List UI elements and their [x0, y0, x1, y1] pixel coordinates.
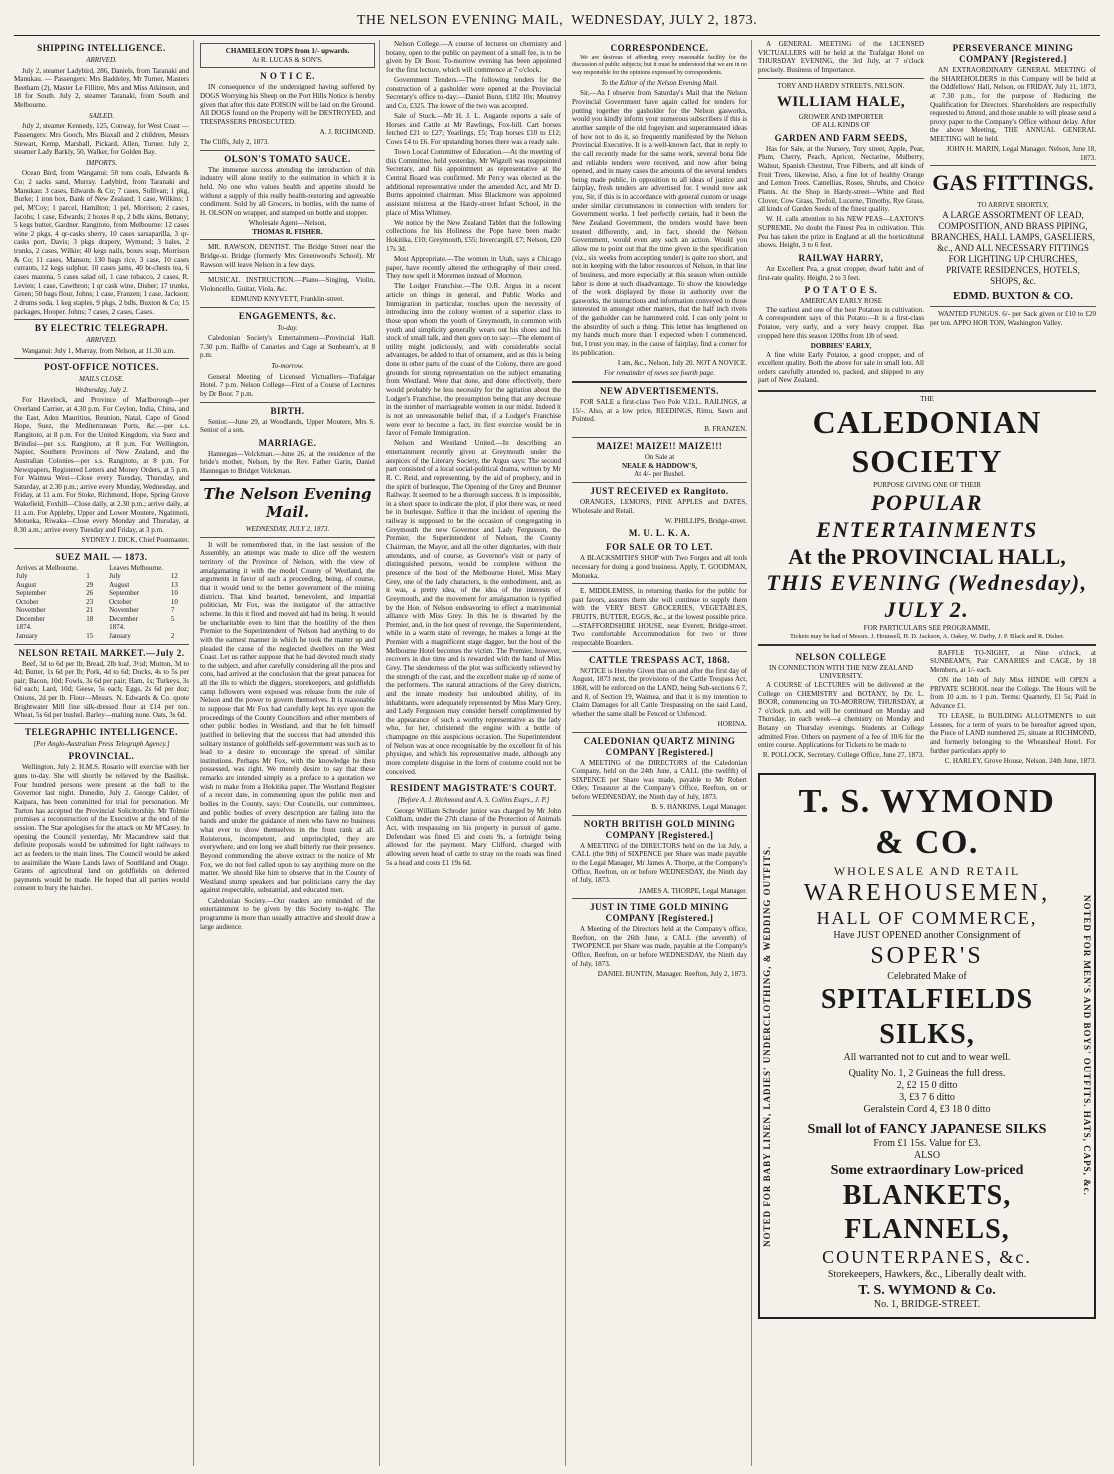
divider — [200, 239, 375, 240]
engagements-heading: ENGAGEMENTS, &c. — [238, 310, 337, 321]
mka-heading: M. U. L. K. A. — [628, 528, 691, 539]
telegraphic-heading: TELEGRAPHIC INTELLIGENCE. — [24, 726, 179, 737]
wymond-q1: Quality No. 1, 2 Guineas the full dress. — [848, 1067, 1006, 1079]
divider — [14, 319, 189, 320]
telegraph-text: Wanganui: July 1, Murray, from Nelson, at 11.30 a.m. — [22, 346, 176, 355]
remainder-note: For remainder of news see fourth page. — [604, 369, 715, 378]
suez-cell: 1874. — [109, 623, 125, 632]
suez-cell — [84, 623, 107, 632]
market-heading: NELSON RETAIL MARKET.—July 2. — [18, 647, 185, 658]
divider — [572, 381, 747, 383]
perseverance-heading: PERSEVERANCE MINING COMPANY [Registered.] — [952, 43, 1074, 64]
wymond-extra: Some extraordinary Low-priced — [830, 1163, 1024, 1179]
lease-sign: C. HARLEY, Grove House, Nelson. 24th June, 1873. — [944, 756, 1096, 765]
justintime-text: A Meeting of the Directors held at the Company's office, Reefton, on the 26th June, a CALL (the seventh) of TWOPENCE per Share was made, payable at the Company's Office, Reefton, on or before WEDNESDAY, the Ninth day of July, 1873. — [572, 925, 747, 968]
stock-text: Sale of Stock.—Mr H. J. L. Augarde reports a sale of Horses and Cattle at Mr Rawlings, Fox-hill. Cart horses fetched £21 to £27; Yearlings, £5; Trap horses £10 to £12; Cows £4 to £6. For upstanding horses there was a ready sale. — [386, 112, 561, 147]
suez-row — [14, 572, 189, 581]
victuallers-text: A GENERAL MEETING of the LICENSED VICTUALLERS will be held at the Trafalgar Hotel on THURSDAY EVENING, the 3rd July, at 7 o'clock precisely. Business of Importance. — [758, 40, 924, 74]
suez-row — [14, 632, 189, 641]
correspondence-text: Sir,—As I observe from Saturday's Mail that the Nelson Provincial Government have again called for tenders for putting together the gasholder for the Nelson gasworks, would you kindly inform your numerous subscribers if this is another sample of the old fogeyism and superannuated ideas of how not to do it, so frequently manifested by the Nelson Provincial Executive. It is a well-known fact, that in reply to the call recently made for the same work, several bona fide and reliable tenders were received, and now after being opened, and in many cases the amounts of the several tenders being made public, in opposition to all ideas of justice and fairplay, fresh tenders are advertised for. I would now ask you, Sir, if this is in accordance with general custom or usage under similar circumstances in connection with tenders for Government works. I feel perfectly certain, had it been the New Zealand Government, the tenders would have been treated differently, and, in fact, should the Nelson Government, would even any such an action. Would you allow me to point out that the time given in the specification (viz., six weeks from accepting tender) is quite too short, and not in keeping with the labor resources of Nelson, in that line of business, and more especially at this season when outside labor is done at such disadvantage. To show the knowledge of the work displayed by those in authority over the gasworks, the instructions and information conveyed to those interested in amongst other matters, that the half inch rivets of the gasholder can be hammered cold. I can only point to the absurdity of such a thing. This letter has lengthened on my hands much more than I expected when I commenced, but, I trust you may, in the cause of fairplay, find a corner for its publication. — [572, 89, 747, 357]
gas-text: A LARGE ASSORTMENT OF LEAD, COMPOSITION, AND BRASS PIPING, BRANCHES, HALL LAMPS, GASELIERS, &c., AND ALL NECESSARY FITTINGS FOR LIGHTING UP CHURCHES, PRIVATE RESIDENCES, HOTELS, SHOPS, &c. — [931, 209, 1095, 286]
wymond-hall: HALL OF COMMERCE, — [816, 907, 1038, 928]
hale-heading: WILLIAM HALE, — [776, 94, 906, 111]
suez-cell: 15 — [86, 632, 94, 640]
wymond-warranted: All warranted not to cut and to wear well. — [843, 1051, 1011, 1063]
wymond-inner — [786, 781, 1068, 1311]
suez-rows — [14, 572, 189, 640]
wymond-q3: 3, £3 7 6 ditto — [899, 1092, 955, 1104]
court-heading: RESIDENT MAGISTRATE'S COURT. — [390, 783, 557, 794]
newspaper-page — [14, 40, 1100, 1466]
cattle-sign: HORINA. — [717, 719, 747, 728]
birth-heading: BIRTH. — [270, 405, 305, 416]
music-text: MUSICAL INSTRUCTION.—Piano—Singing, Violin, Violoncello, Guitar, Viola, &c. — [200, 276, 375, 293]
hale-text: Has for Sale, at the Nursery, Tory street, Apple, Pear, Plum, Cherry, Peach, Apricot, Nectarine, Mulberry, Walnut, Spanish Chestnut, True Filberts, and all kinds of Fruit Trees, likewise, Also, a fine lot of healthy Orange and Lemon Trees. Camellias, Roses, Shrubs, and Choice Plants. At the Shop in Hardy-street—White and Red Clover, Cow Grass, Trefoil, Lucerne, Timothy, Rye Grass, all kinds of Garden Seeds of the finest quality. — [758, 144, 924, 214]
suez-cell — [169, 623, 189, 632]
let-heading: FOR SALE OR TO LET. — [606, 542, 713, 553]
caledonian-the: THE — [920, 394, 934, 403]
wymond-also: ALSO — [913, 1149, 941, 1161]
school-text: ON the 14th of July Miss HINDE will OPEN a PRIVATE SCHOOL near the College. The Hours will be from 10 a.m. to 1 p.m. Terms: Quarterly, £1 5s; Paid in Advance £1. — [930, 676, 1096, 710]
suez-cell: 18 — [86, 614, 94, 623]
divider — [14, 358, 189, 359]
college-text: Nelson College.—A course of lectures on chemistry and botany, open to the public on payment of a small fee, is to be given by Dr Boor. To-morrow evening has been appointed for the first lecture, which will commence at 7 o'clock. — [386, 40, 561, 74]
top-ads-row — [758, 40, 1096, 387]
telegraphic-sub: [Per Anglo-Australian Press Telegraph Agency.] — [33, 739, 170, 748]
birth-text: Senior.—June 29, at Woodlands, Upper Moutere, Mrs S. Senior of a son. — [200, 417, 375, 435]
maize-sub: On Sale at — [644, 452, 675, 461]
suez-cell: 1 — [86, 572, 90, 581]
suez-cell: 21 — [86, 606, 94, 615]
wymond-celebrated: Celebrated Make of — [887, 971, 967, 983]
quartz-sign: B. S. HANKINS, Legal Manager. — [651, 803, 747, 812]
suez-cell: 26 — [86, 589, 94, 598]
middlemiss-text: E. MIDDLEMISS, in returning thanks for the public for past favors, assures them she will continue to supply them with the VERY BEST GROCERIES, VEGETABLES, FRUITS, BUTTER, EGGS, &c., at the lowest possible price.—STAFFORDSHIRE HOUSE, near Everett, Bridge-street. Two comfortable Accommodation for two or three respectable Boarders. — [572, 587, 747, 647]
divider — [930, 165, 1096, 166]
education-text: Town Local Committee of Education.—At the meeting of this Committee, held yesterday, Mr Wigzell was reappointed Secretary, and his appointment as representative at the Central Board was confirmed. Mr Percy was elected as the additional representative under the amended Act, and Mr D. Burns appointed chairman. Miss Blackmore was appointed assistant mistress at the Hardy-street Infant School, in the place of Miss Whitney. — [386, 148, 561, 217]
right-ads — [930, 40, 1096, 387]
left-ads — [758, 40, 924, 387]
quartz-text: A MEETING of the DIRECTORS of the Caledonian Company, held on the 24th June, a CALL (the twelfth) of SIXPENCE per Share was made, payable to Mr Robert Otley, Treasurer at the Company's Office, Reefton, on or before WEDNESDAY, the Ninth day of July, 1873. — [572, 758, 747, 802]
suez-cell: 10 — [170, 589, 178, 598]
suez-cell: September — [109, 589, 140, 598]
column-5-6 — [758, 40, 1100, 1466]
college-ad-heading: NELSON COLLEGE — [795, 651, 887, 662]
wymond-q2: 2, £2 15 0 ditto — [896, 1080, 958, 1092]
perseverance-text: AN EXTRAORDINARY GENERAL MEETING of the SHAREHOLDERS in this Company will be held at the Oddfellows' Hall, Nelson, on FRIDAY, July 11, 1873, at 7.30 p.m., for the purpose of Reducing the Qualification for Directors. Shareholders are respectfully requested to Attend, and those unable to will please send a proxy paper to the Company's Office without delay. After the above Meeting, THE ANNUAL GENERAL MEETING will be held. — [930, 65, 1096, 144]
divider — [200, 479, 375, 481]
peas-text: W. H. calls attention to his NEW PEAS—LAXTON'S SUPREME. No doubt the Finest Pea in cultivation. This Pea has taken the prize in England at all the horticultural shows. Height, 3 to 6 feet. — [758, 215, 924, 250]
today-heading: To-day. — [277, 323, 298, 332]
suez-cell: 1874. — [16, 623, 32, 632]
potatoes-sub: AMERICAN EARLY ROSE — [799, 297, 883, 306]
today-text: Caledonian Society's Entertainment—Provincial Hall. 7.30 p.m. Raffle of Canaries and Cage at Sunbeam's, at 8 p.m. — [200, 334, 375, 360]
provincial-text: Wellington, July 2. H.M.S. Rosario will exercise with her guns to-day. She will shortly be relieved by the Basilisk. Four hundred persons were present at the ball to the Governor last night. Dunedin, July 2. George Calder, of Kaipara, has been committed for trial for personation. Mr Turton has accepted the Provincial Solicitorship. Mr Tolmie promises a reconstruction of the Executive at the end of the session. The Star apologises for the attack on Mr M'Casey. In opening the Council yesterday, Mr Macandrew said that definite proposals would be submitted for light railways to act as feeders to the main lines. The Council would be asked to assimilate the Waste Lands laws of Southland and Otago. Grants of agricultural land on goldfields on deferred payments would be made. He hoped that all parties would consent to bury the hatchet. — [14, 763, 189, 893]
chameleon-sub: At R. LUCAS & SON'S. — [252, 55, 323, 64]
cattle-text: NOTICE is Hereby Given that on and after the first day of August, 1873 next, the provisions of the Cattle Trespass Act, 1868, will be enforced on the LAND, being Sub-sections 6 7, and 8, of Section 19, Waimea, and that it is my intention to Claim Damages for all Cattle Trespassing on the said Land, whether the same shall be Fenced or Unfenced. — [572, 666, 747, 718]
divider — [386, 779, 561, 780]
editorial-text: It will be remembered that, in the last session of the Assembly, an attempt was made to slice off the western territory of the Province of Nelson, with the view of amalgamating it with the model County of Westland, the arguments in favor of such a proceeding, being, of course, that it would tend to the better government of the mining districts. That kind hearted, benevolent, and impartial politician, Mr Fox, was the instigator of the attractive scheme. In this it fired and moved aid had its being. It would be uncharitable even to hint that the hostility of the then Premier to the Superintendent of Nelson had anything to do with the earnest manner in which he took the matter up and pleaded the cause of the neglected dwellers on the West Coast. Let us rather suppose that he had devoted much study to the subject, and after carefully considering all the pros and cons, had arrived at the conclusion that the great panacea for all the ills to which the diggers, storekeepers, and goldfields camp followers were exposed was release from the rule of Nelson and the power to govern themselves. It is reasonable to suppose that Mr Fox had carefully kept his eye upon the proceedings of the County Councillors and other members of other public bodies in Westland, and that he felt himself justified in believing that the success that had attended this solitary instance of goldfields self-government was such as to lead to a desire to encourage the spread of similar institutions. Perhaps Mr Fox, with the knowledge he then possessed, was right. We merely desire to say that these remarks are intended simply as a preface to a quotation we wish to make from a Hokitika paper. The Westland Register of a recent date, in commenting upon the public men and bodies in the County, says: Our Councils, our committees, and public bodies of every description are failing into the hands and under the guidance of men who have no business what ever to show themselves in the front rank at all. Roisterous, incompetent, and unprincipled, they are everywhere, and ere long we shall bitterly rue their presence. Beyond commending the above extract to the notice of Mr Fox, we do not feel called upon to say anything more on the matter. We should like him to observe that in the County of Westland stump speakers and bar politicians carry the day against respectable, substantial, and educated men. — [200, 540, 375, 895]
suez-cell: 23 — [86, 597, 94, 606]
suez-cell: November — [109, 606, 139, 615]
caledonian-at: At the PROVINCIAL HALL, — [788, 543, 1066, 569]
caledonian-tickets: Tickets may be had of Messrs. J. Hounsell, H. D. Jackson, A. Oakey, W. Darby, J. P. Black and R. Disher. — [789, 632, 1065, 640]
gas-heading: GAS FITTINGS. — [932, 170, 1094, 196]
suez-row — [14, 598, 189, 607]
chameleon-ad — [200, 43, 375, 68]
wymond-q4: Geralstein Cord 4, £3 18 0 ditto — [863, 1104, 991, 1116]
suez-head-right: Leaves Melbourne. — [109, 563, 164, 572]
suez-cell: July — [16, 572, 28, 581]
notice-sign: A. J. RICHMOND. — [319, 127, 375, 136]
suez-head-left: Arrives at Melbourne. — [16, 563, 79, 572]
column-2 — [200, 40, 380, 1466]
caledonian-purpose: PURPOSE GIVING ONE OF THEIR — [873, 481, 981, 490]
wymond-sign: T. S. WYMOND & Co. — [858, 1282, 996, 1298]
let-text: A BLACKSMITH'S SHOP with Two Forges and all tools necessary for doing a good business. Apply, T. GOODMAN, Motueka. — [572, 554, 747, 580]
telegraph-heading: BY ELECTRIC TELEGRAPH. — [34, 323, 169, 334]
suez-row — [14, 606, 189, 615]
tablet-text: We notice by the New Zealand Tablet that the following collections for his Holiness the Pope have been made: Hokitika, £10; Greymouth, £55; Invercargill, £7; Nelson, £20 17s 3d. — [386, 218, 561, 253]
market-text: Beef, 3d to 6d per lb; Bread, 2lb loaf, 3½d; Mutton, 3d to 4d; Butter, 1s 6d per lb; Pork, 4d to 6d; Ducks, 4s to 5s per pair; Bacon, 10d; Fowls, 3s 6d per pair; Ham, 1s; Turkeys, 3s 6d each; Lard, 10d; Geese, 5s each; Eggs, 2s 6d per doz; Onions, 2d per lb. Flour—Messrs. N. Edwards & Co. quote Brightwater Mill fine silk-dressed flour at £14 per ton. Wheat, 5s 6d per bushel. Barley—malting none. Oats, 3s 6d. — [14, 659, 189, 720]
quartz-heading: CALEDONIAN QUARTZ MINING COMPANY [Registered.] — [583, 735, 736, 757]
perseverance-sign: JOHN H. MARIN, Legal Manager. Nelson, June 18, 1873. — [946, 145, 1096, 162]
suez-row — [14, 623, 189, 632]
suez-cell: August — [16, 580, 37, 589]
court-text: George William Schroder junior was charged by Mr John Coldham, under the 27th clause of the Protection of Animals Act, with trespassing on his property in pursuit of game. Defendant was fined £5 and costs 9s, a fortnight being allowed for the payment. Mary Clifford, charged with allowing seven head of cattle to stray on the roads was fined 5s a head and costs £1 19s 6d. — [386, 806, 561, 867]
wymond-opened: Have JUST OPENED another Consignment of — [833, 929, 1021, 941]
caledonian-title: CALEDONIAN SOCIETY — [812, 404, 1042, 480]
column-3 — [386, 40, 566, 1466]
caledonian-note: Caledonian Society.—Our readers are reminded of the entertainment to be given by this Society to-night. The programme is more than usually attractive and should draw a large audience. — [200, 896, 375, 931]
wymond-warehousemen: WAREHOUSEMEN, — [803, 879, 1051, 906]
lodger-text: The Lodger Franchise.—The O.R. Argus in a recent article on things in general, and Public Works and Immigration in particular, touches upon the necessity of introducing into the colony women of a superior class to those upon whom the youth of Greymouth, in common with youth and simplicity generally wears out his shoes and his stock of small talk, and then goes on to say:—The element of utility might judiciously, and with considerable social advantages, be added to that of ornament, and as this is being done in other parts of the coast of the Colony, there are good grounds for strong representation on the subject emanating from Westland. Were that done, and done effectively, there would probably be less necessity for the agitation about the Lodger's Franchise, the presumption being that any decrease in the number of marriageable women in our midst. Indeed it is not an unreasonable belief that, if a Lodger's Franchise were ever to become a fact, its first exercise would be in favor of Female Immigration. — [386, 282, 561, 438]
masthead — [14, 6, 1100, 36]
suez-cell: November — [16, 606, 46, 615]
divider — [200, 402, 375, 403]
suez-heading: SUEZ MAIL — 1873. — [55, 551, 148, 562]
suez-row — [14, 615, 189, 624]
post-heading: POST-OFFICE NOTICES. — [44, 362, 159, 373]
divider — [200, 150, 375, 151]
correspondence-to: To the Editor of the Nelson Evening Mail. — [601, 78, 718, 87]
olson-heading: OLSON'S TOMATO SAUCE. — [224, 153, 351, 164]
wymond-japanese: Small lot of FANCY JAPANESE SILKS — [807, 1121, 1047, 1137]
postmaster: SYDNEY J. DICK, Chief Postmaster. — [81, 536, 189, 545]
potatoes-text: The earliest and one of the best Potatoes in cultivation. A correspondent says of this Potato:—It is a first-class Potatoe, very early, and a very heavy cropper. Has cropped here this season 120lbs from 1lb of seed. — [758, 305, 924, 340]
suez-table — [14, 564, 189, 641]
hale-sub: GROWER AND IMPORTER — [798, 112, 884, 121]
hale-garden: GARDEN AND FARM SEEDS, — [774, 132, 908, 143]
hale-sub2: OF ALL KINDS OF — [811, 121, 871, 130]
notice-heading: N O T I C E. — [260, 71, 315, 82]
divider — [930, 306, 1096, 307]
wymond-side-left: NOTED FOR BABY LINEN, LADIES' UNDERCLOTHING, & WEDDING OUTFITS. — [762, 845, 772, 1247]
raffle-ads — [930, 649, 1096, 767]
justintime-sign: DANIEL BUNTIN, Manager. Reefton, July 2, 1873. — [597, 969, 747, 978]
post-text: For Havelock, and Province of Marlborough—per Overland Carrier, at 4.30 p.m. For Ceylon, India, China, and the East, Aden Mauritius, Reunion, Natal, Cape of Good Hope, Suez, the Mediterranean Ports, &c.—per s.s. Rangitoto, at 8 p.m. For the United Kingdom, via Suez and Brindisi—per s.s. Rangitoto, at 8 p.m. For Wellington, Napier, Southern Provinces of New Zealand, and the Australian Colonies—per s.s. Rangitoto, at 8 p.m. For Newspapers, Registered Letters and Money Orders, at 5 p.m. For Waimea West—Close every Tuesday, Thursday, and Saturday, at 2.30 p.m.; arrive every Monday, Wednesday, and Friday, at 11 a.m. For Stoke, Richmond, Hope, Spring Grove Wakefield, Foxhill—Close daily, at 2.30 p.m.; arrive daily, at 11 a.m. For Appleby, Upper and Lower Moutere, Ngatimoti, Motueka, Riwaka—Close every Monday and Thursday, at 8.30 a.m.; arrive every Tuesday and Friday, at 3 p.m. — [14, 396, 189, 534]
suez-cell: December — [109, 614, 138, 623]
divider — [14, 644, 189, 645]
divider — [14, 548, 189, 549]
notice-text: IN consequence of the undersigned having suffered by DOGS Worrying his Sheep on the Port Hills Notice is hereby given that after this date POISON will be laid on the Ground. All DOGS found on the Property will be DESTROYED, and TRESPASSERS PROSECUTED. — [200, 83, 375, 126]
ad-sale-text: FOR SALE a first-class Two Pole V.D.L. RAILINGS, at 15/-. Also, at a low price, REEDINGS, Rimu, Sawn and Pointed. — [572, 397, 747, 424]
dobbies-heading: DOBBIES' EARLY, — [810, 341, 872, 350]
wymond-side-right: NOTED FOR MEN'S AND BOYS' OUTFITS. HATS, CAPS, &c. — [1082, 895, 1092, 1197]
arrived-text: July 2, steamer Ladybird, 286, Daniels, from Taranaki and Manukau. — Passengers: Mrs Baddeley, Mr Turner, Masters Beetham (2), Master Le Fillitre, Mrs and Miss Atkinson, and 18 for South. July 2, steamer Taranaki, from South and Melbourne. — [14, 66, 189, 110]
wymond-address: No. 1, BRIDGE-STREET. — [873, 1298, 981, 1310]
sailed-heading: SAILED. — [88, 111, 115, 120]
column-1 — [14, 40, 194, 1466]
british-text: A MEETING of the DIRECTORS held on the 1st July, a CALL (the 9th) of SIXPENCE per Share was made payable to the Legal Manager, Mr James A. Thorpe, at the Company's Office, Reefton, on or before WEDNESDAY, the Ninth day of July, 1873. — [572, 841, 747, 885]
suez-cell: July — [109, 572, 121, 581]
olson-text: The immense success attending the introduction of this industry will alone testify to the estimation in which it is held. No one who values health and appetite should be without a supply of this really health-restoring and agreeable condiment. Sold by all Grocers, in bottles, with the name of H. OLSON on wrapper, and stamped on bottle and stopper. — [200, 165, 375, 217]
divider — [14, 723, 189, 724]
dentist-text: MR. RAWSON, DENTIST. The Bridge Street near the Bridge-st. Bridge (formerly Mrs Greenwood's School). Mr Rawson will leave Nelson in a few days. — [200, 243, 375, 269]
mail-title: The Nelson Evening Mail. — [203, 484, 372, 521]
caledonian-popular: POPULAR ENTERTAINMENTS — [816, 489, 1038, 542]
divider — [200, 272, 375, 273]
wymond-title: T. S. WYMOND & CO. — [798, 782, 1056, 862]
court-sub: [Before A. J. Richmond and A. S. Collins Esqrs., J. P.] — [397, 796, 550, 805]
marriage-text: Hannegan—Volckman.—June 26, at the residence of the bride's mother, Nelson, by the Rev. Father Garin, Daniel Hannegan to Bridget Volckman. — [200, 449, 375, 476]
suez-cell: August — [109, 580, 130, 589]
dobbies-text: A fine white Early Potatoe, a good cropper, and of excellent quality. Both the above for sale in small lots. All orders carefully attended to, packed, and shipped to any part of New Zealand. — [758, 350, 924, 385]
maize-name: NEALE & HADDOW'S, — [621, 461, 698, 470]
correspondence-sign: I am, &c., Nelson, July 20. NOT A NOVICE. — [617, 358, 747, 367]
divider — [572, 898, 747, 899]
wymond-counterpanes: COUNTERPANES, &c. — [822, 1247, 1032, 1268]
appropriate-text: Most Appropriate.—The women in Utah, says a Chicago paper, have recently altered the orthography of their creed. They now spell it Moremen instead of Mormon. — [386, 254, 561, 281]
divider — [572, 583, 747, 584]
olson-agent: Wholesale Agent—Nelson, — [248, 219, 327, 228]
college-ad-sign: R. POLLOCK, Secretary. College Office, June 27, 1873. — [762, 751, 924, 760]
wymond-ad — [758, 773, 1096, 1319]
mails-close: MAILS CLOSE. — [79, 375, 124, 384]
divider — [200, 307, 375, 308]
suez-cell: 29 — [86, 580, 94, 589]
correspondence-note: We are desirous of affording every reasonable facility for the discussion of public subjects; but it must be understood that we are in no way responsible for the opinions expressed by correspondents. — [572, 54, 747, 76]
divider — [200, 537, 375, 538]
raffle-text: RAFFLE TO-NIGHT, at Nine o'clock, at SUNBEAM'S, Pair CANARIES and CAGE, by 18 Members, at 1/- each. — [930, 648, 1096, 674]
notice-date: The Cliffs, July 2, 1873. — [200, 138, 270, 147]
suez-row — [14, 581, 189, 590]
divider — [572, 732, 747, 733]
middle-ads-row — [758, 649, 1096, 767]
british-sign: JAMES A. THORPE, Legal Manager. — [638, 886, 747, 895]
wymond-sopers: SOPER'S — [870, 942, 984, 969]
maize-heading: MAIZE! MAIZE!! MAIZE!!! — [596, 441, 723, 451]
railway-text: Nelson and Westland United.—In describing an entertainment recently given at Greymouth under the auspices of the Literary Society, the Argus says: The second part consisted of a local social-political drama, written by Mr R. C. Reid, and representing, by the aid of prophecy, and in the spirit of burlesque, The Opening of the Grey and Brunner Railway. It seemed to be a thorough success. It is impossible, in a short space to indicate the plot, if plot there was, or need be in burlesque. Suffice it that the incident of opening the railway is supposed to be the occasion of congregating in Greymouth the new Governor and Lady Fergusson, the Premier, the Superintendent of Nelson, the County Chairman, the Mayor, and all the other dignitaries, with their attendants, and of course, as Governor's visit or party of distinguished persons, would be complete without the presence of the host of the Melbourne Hotel, Miss Mary Grey, one of the lady characters, is the embodiment, and, as it was, a pretty idea, of the idea of the interests of Greymouth, and the movement for amalgamation is typified by the Hon. of Nelson endeavoring to effect a matrimonial alliance with Miss Grey. In this he is thwarted by the Premier, and, in the hot quest of revenge, the Superintendent, while in a warm state of revenge, he makes a lunge at the Premier with a magnificent stage dagger, but the host of the Melbourne Hotel becomes the victim. The Premier, however, recovers in due time and is rewarded with the hand of Miss Grey. The slenderness of the plot was sufficiently relieved by the strength of the cast, and the excellent make up of some of the performers. The natural attractions of the Grey districts, and the innate modesty but undoubted ability, of its inhabitants, were adequately represented by Miss Mary Grey, and Lady Fergusson may consider herself complimented by the appearance of such a worthy representative as the lady who, for her, christened the engine with a bottle of champagne on this auspicious occasion. The Superintendent of Nelson was at once recognisable by the excellent fit of his physique, and which his representative made, although any more complete disguise in the form of costume could not be conceived. — [386, 439, 561, 776]
suez-cell: 12 — [170, 572, 178, 581]
college-ad-text: A COURSE of LECTURES will be delivered at the College on CHEMISTRY and BOTANY, by Dr. L. BOOR, commencing on TO-MORROW, THURSDAY, at 7 o'clock p.m. and will be continued on Monday and Thursday, in each week—a chemistry on Monday and Botany on Thursday evenings. Students at College admitted Free. Others on payment of a fee of 10/6 for the entire course. Applications for Tickets to be made to — [758, 680, 924, 750]
music-name: EDMUND KNYVETT, Franklin-street. — [231, 295, 344, 304]
oranges-heading: JUST RECEIVED ex Rangitoto. — [590, 485, 729, 496]
wymond-spitalfields: SPITALFIELDS SILKS, — [820, 984, 1034, 1050]
divider — [758, 78, 924, 79]
tomorrow-heading: To-morrow. — [271, 362, 304, 371]
maize-price: At 4/- per Bushel. — [634, 470, 685, 479]
divider — [758, 390, 1096, 392]
divider — [758, 644, 1096, 646]
suez-cell: October — [109, 597, 132, 606]
suez-cell: 7 — [170, 606, 175, 615]
wymond-from: From £1 15s. Value for £3. — [873, 1137, 981, 1149]
telegraph-arrived: ARRIVED. — [86, 336, 117, 345]
mail-date: WEDNESDAY, JULY 2, 1873. — [245, 525, 330, 534]
justintime-heading: JUST IN TIME GOLD MINING COMPANY [Registered.] — [590, 902, 729, 924]
provincial-heading: PROVINCIAL. — [68, 751, 135, 762]
correspondence-heading: CORRESPONDENCE. — [610, 43, 709, 53]
harry-text: An Excellent Pea, a great cropper, dwarf habit and of first-rate quality. Height, 2 to 3 feet. — [758, 264, 924, 282]
sailed-text: July 2, steamer Kennedy, 125, Conway, for West Coast — Passengers: Mrs Gooch, Mrs Biaxall and 2 children, Messrs Stewart, Kemp, Marshall, Pickard, Allen, Turner. July 2, steamer Lady Barkly, 50, Walker, for Golden Bay. — [14, 122, 189, 157]
divider — [572, 437, 747, 438]
imports-text: Ocean Bird, from Wanganui: 50 tons coals, Edwards & Co; 2 sacks sand, Murray. Ladybird, from Taranaki and Manukau: 3 cases, Edwards & Co; 7 cases, Sullivan; 1 pkg, Burke; 1 iron box, Bank of New Zealand; 1 case, Wilkins; 1 pel, M'Coy; 1 parcel, Hamilton; 1 pel, Morrison; 2 cases, Jacobs; 1 case, Edwards; 2 boxes 8 sp, 2 bdls skins, Bettany; 5 kegs butter, Gardner. Rangitoto, from Melbourne: 12 cases wine 2 pkgs, 4 qr-casks sherry, 10 cases sarsaparilla, 3 qr-casks port, Davis; 3 pkgs drapery, Wymond; 3 bales, 2 trunks, 2 cases, Wilkie; 40 kegs nails, boxes soap, Morrison & Co; 11 cases, Manson; 130 bags rice, 3 case, 10 cases currants, 12 kegs sulphur, 10 cases jams, 40 bt-chests tea, 6 cases mazena, 5 cases salad oil, 1 case tobacco, 2 cases, R. Levien; 1 case, Cawthron; 1 qr cask wine, Disher; 17 trunks, Green; 50 bags flour, Johns; 1 case, Franzen; 1 case, Jackson; 2 drums soda, 1 keg staples, 9 pkgs, 2 bdls, Buxton & Co; 15 packages, Hooper. Johns; 7 cases, 2 cases, Cases. — [14, 169, 189, 316]
suez-cell: 5 — [170, 614, 175, 623]
marriage-heading: MARRIAGE. — [258, 437, 317, 448]
wymond-blankets: BLANKETS, FLANNELS, — [842, 1180, 1012, 1246]
caledonian-ad — [758, 395, 1096, 641]
suez-cell: 10 — [170, 597, 178, 606]
lease-text: TO LEASE, in BUILDING ALLOTMENTS to suit Lessees, for a term of years to be hereafter agreed upon, the Piece of LAND numbered 25, situate at RICHMOND, and formerly belonging to the Wheatsheaf Hotel. For further particulars apply to — [930, 712, 1096, 755]
tenders-text: Government Tenders.—The following tenders for the construction of a gasholder were opened at the Provincial Secretary's office to-day:—Daniel Bunn, £182 10s; Moutrey and Co, £325. The lower of the two was accepted. — [386, 76, 561, 110]
gas-sign: EDMD. BUXTON & CO. — [953, 289, 1073, 302]
gas-sub: TO ARRIVE SHORTLY, — [977, 201, 1049, 210]
imports-heading: IMPORTS. — [86, 158, 117, 167]
college-ad-sub: IN CONNECTION WITH THE NEW ZEALAND UNIVERSITY. — [768, 663, 914, 681]
british-heading: NORTH BRITISH GOLD MINING COMPANY [Registered.] — [583, 818, 736, 840]
wymond-sub: WHOLESALE AND RETAIL — [833, 863, 1021, 878]
tomorrow-text: General Meeting of Licensed Victuallers—Trafalgar Hotel. 7 p.m. Nelson College—First of a Course of Lectures by Dr Boor. 7 p.m. — [200, 372, 375, 398]
tory-street: TORY AND HARDY STREETS, NELSON. — [777, 81, 905, 90]
masthead-date: WEDNESDAY, JULY 2, 1873. — [571, 12, 758, 28]
fungus-text: WANTED FUNGUS. 6/- per Sack given or £10 to £20 per ton. APPO HOR TON, Washington Valley. — [930, 310, 1096, 327]
wymond-storekeepers: Storekeepers, Hawkers, &c., Liberally dealt with. — [827, 1269, 1027, 1281]
divider — [572, 815, 747, 816]
caledonian-evening: THIS EVENING (Wednesday), JULY 2. — [766, 570, 1088, 623]
new-ads-heading: NEW ADVERTISEMENTS. — [599, 385, 720, 396]
suez-cell: January — [16, 632, 38, 640]
shipping-heading: SHIPPING INTELLIGENCE. — [37, 43, 166, 53]
harry-heading: RAILWAY HARRY, — [798, 252, 884, 263]
suez-cell: December — [16, 614, 45, 623]
suez-cell: September — [16, 589, 46, 598]
suez-row — [14, 589, 189, 598]
suez-cell: January — [109, 632, 131, 640]
caledonian-particulars: FOR PARTICULARS SEE PROGRAMME. — [863, 624, 991, 633]
suez-cell: 2 — [170, 632, 175, 640]
arrived-heading: ARRIVED. — [86, 55, 117, 64]
divider — [572, 482, 747, 483]
chameleon-title: CHAMELEON TOPS from 1/- upwards. — [225, 47, 350, 55]
divider — [572, 651, 747, 652]
cattle-heading: CATTLE TRESPASS ACT, 1868. — [588, 654, 731, 665]
college-ad — [758, 649, 924, 767]
olson-name: THOMAS R. FISHER. — [252, 227, 323, 236]
oranges-text: ORANGES, LEMONS, PINE APPLES and DATES, Wholesale and Retail. — [572, 497, 747, 515]
masthead-title: THE NELSON EVENING MAIL, — [356, 12, 564, 28]
suez-cell: October — [16, 597, 39, 606]
potatoes-heading: P O T A T O E S. — [804, 285, 878, 296]
column-4 — [572, 40, 752, 1466]
oranges-sign: W. PHILLIPS, Bridge-street. — [664, 516, 747, 525]
suez-cell: 13 — [170, 580, 178, 589]
mails-day: Wednesday, July 2. — [74, 385, 128, 394]
ad-sale-sign: B. FRANZEN. — [704, 425, 747, 434]
